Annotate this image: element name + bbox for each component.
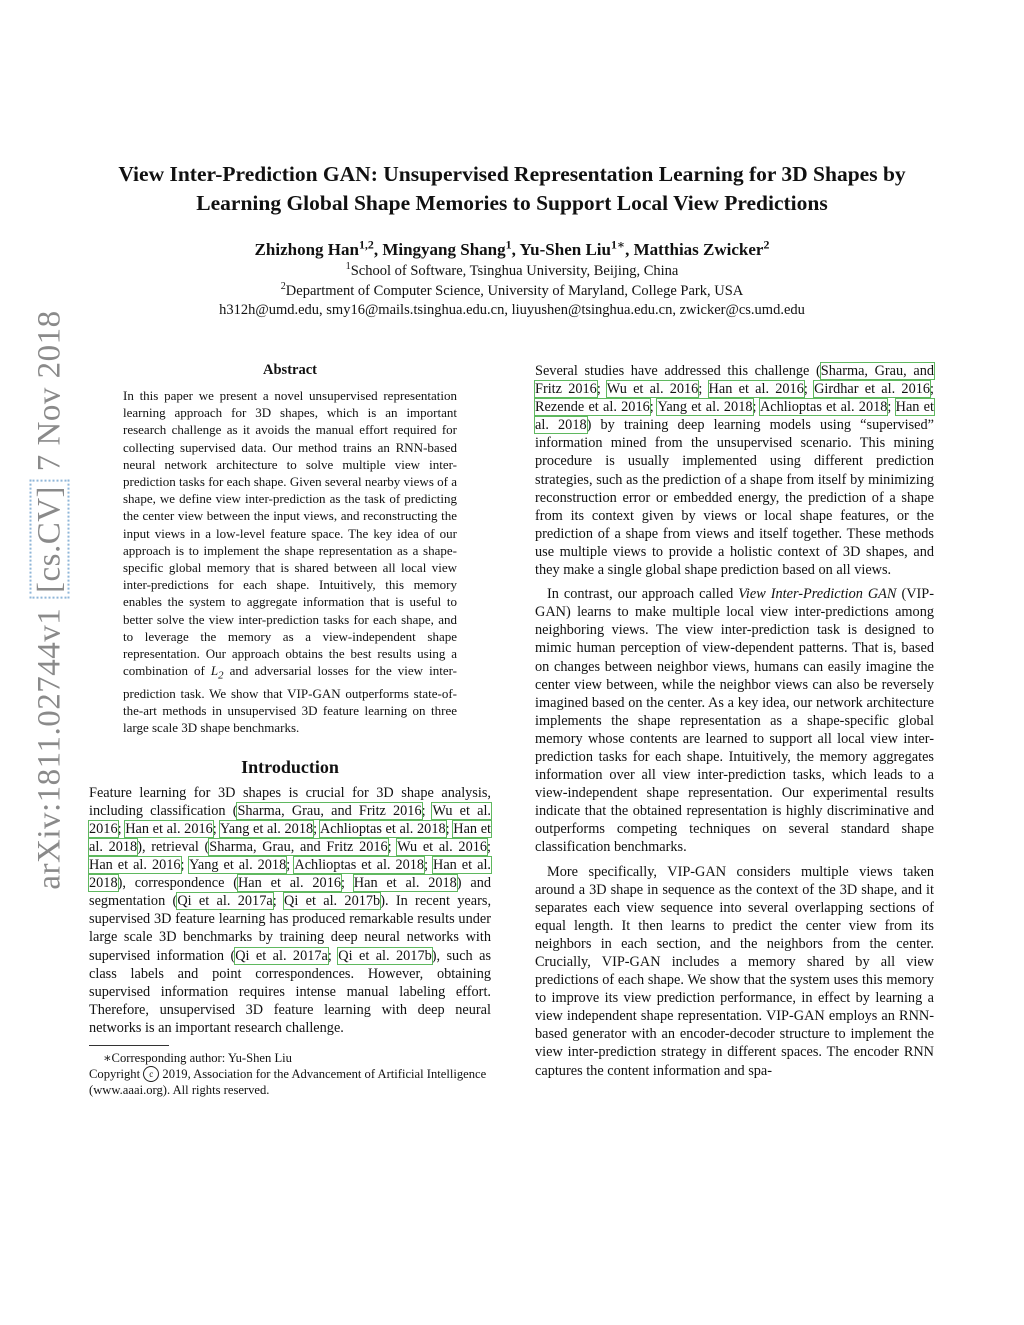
- text-run: ), such as class labels and point correspondences. However, obtaining supervised information requires intense manual labeling effort. Therefore, unsupervised 3D feature learning with deep neural networks is an important research challenge.: [89, 947, 492, 1036]
- citation-link[interactable]: Achlioptas et al. 2018: [294, 857, 425, 874]
- text-run: ;: [421, 802, 433, 819]
- citation-link[interactable]: Girdhar et al. 2016: [814, 381, 931, 398]
- abstract-text-part-2: and adversarial losses for the view inter-prediction task. We show that VIP-GAN outperforms state-of-the-art methods in unsupervised 3D feature learning on three large scale 3D shape benchmarks.: [123, 663, 457, 736]
- text-run: ;: [649, 399, 658, 416]
- text-run: ;: [180, 857, 189, 874]
- citation-link[interactable]: Yang et al. 2018: [188, 857, 287, 874]
- author-affiliation-marker: 1∗: [610, 237, 626, 252]
- author-name: Matthias Zwicker: [633, 240, 764, 259]
- copyright-prefix: Copyright: [89, 1066, 141, 1081]
- copyright-icon: c: [143, 1066, 159, 1082]
- right-column: [535, 362, 934, 1080]
- text-run: ;: [212, 820, 220, 837]
- citation-link[interactable]: Achlioptas et al. 2018: [319, 820, 446, 837]
- citation-link[interactable]: Han et al. 2016: [125, 820, 213, 837]
- right-paragraph-3: [535, 863, 934, 1080]
- emphasized-text: View Inter-Prediction GAN: [738, 586, 897, 603]
- author-affiliation-marker: 2: [763, 237, 770, 252]
- citation-link[interactable]: Sharma, Grau, and Fritz 2016: [209, 838, 388, 855]
- text-run: ;: [313, 820, 320, 837]
- text-run: ;: [424, 857, 434, 874]
- text-run: (VIP-GAN) learns to make multiple local view inter-predictions among neighboring views. The view inter-prediction task is designed to mimic human perception of view-dependent patterns. That is, based on changes between neighbor views, humans can easily imagine the center view between, while the neighbor views can also be reversely imagined based on the center. As a key idea, our network architecture implements the shape representation as a shape-specific global memory whose contents are learned to support all local view inter-prediction tasks for each shape. Intuitively, the memory aggregates information over all view inter-prediction tasks, which leads to a view-independent shape representation. Our experimental results indicate that the obtained representation is highly discriminative and outperforms competing techniques on several standard shape classification benchmarks.: [535, 586, 934, 856]
- text-run: ), retrieval (: [137, 838, 210, 855]
- text-run: ;: [698, 381, 709, 398]
- paper-title: View Inter-Prediction GAN: Unsupervised Representation Learning for 3D Shapes by Learning Global Shape Memories to Support Local View Predictions: [118, 162, 906, 215]
- affiliation-2-marker: 2: [280, 280, 286, 292]
- citation-link[interactable]: Sharma, Grau, and Fritz 2016: [237, 802, 422, 819]
- introduction-heading: Introduction: [241, 756, 339, 777]
- citation-link[interactable]: Qi et al. 2017a: [235, 947, 328, 964]
- text-run: ;: [752, 399, 760, 416]
- abstract-heading: Abstract: [263, 362, 317, 378]
- arxiv-id: arXiv:1811.02744v1: [31, 607, 68, 890]
- affiliation-1: [100, 262, 924, 282]
- citation-link[interactable]: Han et al. 2016: [89, 857, 181, 874]
- abstract-text: [123, 387, 457, 737]
- author-name: Yu-Shen Liu: [519, 240, 611, 259]
- citation-link[interactable]: Han et al. 2018: [535, 399, 935, 434]
- right-paragraph-2: [535, 585, 934, 856]
- author-separator: ,: [373, 240, 383, 259]
- math-symbol: L: [210, 663, 219, 679]
- text-run: ;: [286, 857, 295, 874]
- citation-link[interactable]: Han et al. 2016: [237, 875, 341, 892]
- text-run: ;: [117, 820, 126, 837]
- right-paragraph-1: [535, 362, 934, 579]
- citation-link[interactable]: Achlioptas et al. 2018: [759, 399, 888, 416]
- author-name: Mingyang Shang: [382, 240, 506, 259]
- citation-link[interactable]: Sharma, Grau, and Fritz 2016: [535, 363, 934, 398]
- author-list: [100, 238, 924, 262]
- author-separator: ,: [625, 240, 634, 259]
- citation-link[interactable]: Wu et al. 2016: [397, 838, 488, 855]
- citation-link[interactable]: Han et al. 2018: [353, 875, 457, 892]
- text-run: ;: [487, 838, 491, 855]
- text-run: Feature learning for 3D shapes is crucial for 3D shape analysis, including classification (: [89, 784, 491, 819]
- citation-link[interactable]: Yang et al. 2018: [657, 399, 753, 416]
- author-affiliation-marker: 1,2: [358, 237, 374, 252]
- citation-link[interactable]: Qi et al. 2017b: [284, 893, 381, 910]
- footnote-divider: [89, 1045, 169, 1046]
- text-run: ), correspondence (: [117, 875, 238, 892]
- text-run: ;: [272, 893, 284, 910]
- copyright-notice: [89, 1066, 491, 1098]
- citation-link[interactable]: Han et al. 2018: [89, 857, 491, 892]
- text-run: ;: [596, 381, 607, 398]
- affiliations: [100, 262, 924, 321]
- text-run: ;: [887, 399, 896, 416]
- author-emails: h312h@umd.edu, smy16@mails.tsinghua.edu.cn, liuyushen@tsinghua.edu.cn, zwicker@cs.umd.edu: [219, 302, 805, 318]
- introduction-paragraph-1: [89, 784, 491, 1037]
- affiliation-1-text: School of Software, Tsinghua University, Beijing, China: [350, 263, 679, 279]
- text-run: ;: [803, 381, 815, 398]
- citation-link[interactable]: Han et al. 2016: [708, 381, 804, 398]
- affiliation-2: [100, 282, 924, 302]
- citation-link[interactable]: Qi et al. 2017a: [177, 893, 273, 910]
- math-subscript: 2: [218, 669, 224, 682]
- affiliation-1-marker: 1: [345, 261, 351, 273]
- citation-link[interactable]: Wu et al. 2016: [606, 381, 699, 398]
- text-run: ). In recent years, supervised 3D feature learning has produced remarkable results under large scale 3D benchmarks by training deep neural networks with supervised information (: [89, 893, 492, 964]
- text-run: ) by training deep learning models using “supervised” information mined from the unsupervised scenario. This mining procedure is usually implemented using different prediction strategies, such as the prediction of a shape from itself by minimizing reconstruction error or embedded energy, the prediction of a shape from its context given by views or local shape features, or the prediction of a shape from views and itself together. These methods use multiple views to provide a holistic context of 3D shapes, and they make a single global shape prediction based on all views.: [535, 417, 935, 579]
- arxiv-category[interactable]: [cs.CV]: [30, 480, 70, 599]
- text-run: ;: [341, 875, 354, 892]
- text-run: ;: [327, 947, 339, 964]
- affiliation-2-text: Department of Computer Science, University of Maryland, College Park, USA: [285, 282, 744, 299]
- abstract-text-part-1: In this paper we present a novel unsupervised representation learning approach for 3D shapes, which is an important research challenge as it avoids the manual effort required for collecting supervised data. Our method trains an RNN-based neural network architecture to solve multiple view inter-prediction tasks for each shape. Given several nearby views of a shape, we define view inter-prediction as the task of predicting the center view between the input views, and reconstructing the input views in a low-level feature space. The key idea of our approach is to implement the shape representation as a shape-specific global memory that is shared between all local view inter-predictions for each shape. Intuitively, this memory enables the system to aggregate information that is useful to better solve the view inter-prediction tasks for each shape, and to leverage the memory as a view-independent shape representation. Our approach obtains the best results using a combination of: [123, 388, 457, 679]
- citation-link[interactable]: Qi et al. 2017b: [338, 947, 432, 964]
- text-run: ;: [930, 381, 934, 398]
- copyright-text: 2019, Association for the Advancement of Artificial Intelligence (www.aaai.org). All rights reserved.: [89, 1066, 487, 1097]
- text-run: ) and segmentation (: [89, 875, 491, 910]
- text-run: In contrast, our approach called: [547, 586, 739, 603]
- text-run: More specifically, VIP-GAN considers multiple views taken around a 3D shape in sequence as the context of the 3D shape, and it separates each view sequence into several overlapping sections of equal length. It then learns to predict the center view from its neighbors in each section, and the neighbors from the center. Crucially, VIP-GAN includes a memory shared by all view predictions of each shape. We show that the system uses this memory to improve its view prediction performance, in effect by learning a view independent shape representation. VIP-GAN employs an RNN-based generator with an encoder-decoder structure to implement the view inter-prediction strategy in different spaces. The encoder RNN captures the content information and spa-: [535, 863, 934, 1079]
- author-name: Zhizhong Han: [254, 240, 359, 259]
- arxiv-date: 7 Nov 2018: [31, 310, 68, 472]
- author-separator: ,: [511, 240, 520, 259]
- author-affiliation-marker: 1: [505, 237, 512, 252]
- citation-link[interactable]: Han et al. 2018: [89, 820, 492, 855]
- citation-link[interactable]: Rezende et al. 2016: [535, 399, 650, 416]
- math-l2: [210, 663, 224, 682]
- arxiv-identifier-stamp: [32, 310, 69, 889]
- text-run: ;: [445, 820, 454, 837]
- left-column: [89, 362, 491, 1098]
- text-run: Several studies have addressed this challenge (: [535, 363, 821, 379]
- corresponding-author-footnote: ∗Corresponding author: Yu-Shen Liu: [103, 1050, 292, 1065]
- citation-link[interactable]: Wu et al. 2016: [89, 802, 491, 837]
- citation-link[interactable]: Yang et al. 2018: [219, 820, 314, 837]
- text-run: ;: [387, 838, 398, 855]
